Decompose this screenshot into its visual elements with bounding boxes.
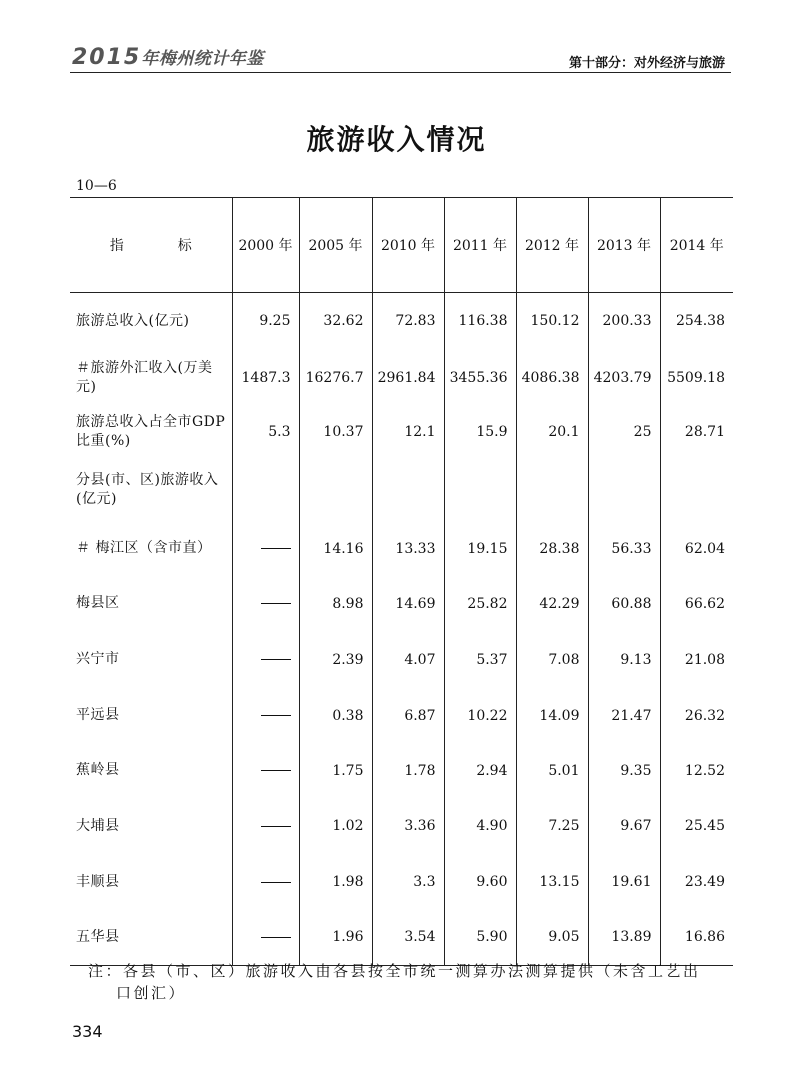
- value-cell: 0.38: [299, 688, 372, 744]
- indicator-header-b: 标: [177, 238, 192, 254]
- value-cell: 16276.7: [299, 350, 372, 407]
- value-cell: 66.62: [660, 576, 733, 632]
- footnote-line-2: 口创汇）: [116, 984, 187, 1002]
- row-label: 平远县: [76, 707, 120, 723]
- value-cell: 25.82: [444, 576, 516, 632]
- value-cell: 32.62: [299, 293, 372, 350]
- value-cell: 28.38: [516, 522, 588, 576]
- book-header: [72, 44, 264, 70]
- row-label: 大埔县: [76, 817, 120, 834]
- value-cell: 9.13: [588, 632, 660, 688]
- empty-value-dash: [232, 632, 299, 688]
- value-cell: 2.94: [444, 744, 516, 798]
- table-row: [70, 458, 733, 522]
- year-header: 2010 年: [372, 198, 444, 293]
- year-header: 2011 年: [444, 198, 516, 293]
- value-cell: 3.54: [372, 910, 444, 966]
- value-cell: [232, 458, 299, 522]
- table-number: 10—6: [76, 178, 117, 194]
- value-cell: 4.90: [444, 798, 516, 855]
- value-cell: 26.32: [660, 688, 733, 744]
- value-cell: 8.98: [299, 576, 372, 632]
- table-row: [70, 350, 733, 407]
- value-cell: 60.88: [588, 576, 660, 632]
- page-number: 334: [72, 1022, 103, 1041]
- value-cell: 7.25: [516, 798, 588, 855]
- value-cell: 5.01: [516, 744, 588, 798]
- value-cell: 3.36: [372, 798, 444, 855]
- row-label: 五华县: [76, 928, 120, 945]
- year-header: 2013 年: [588, 198, 660, 293]
- value-cell: [372, 458, 444, 522]
- value-cell: 9.05: [516, 910, 588, 966]
- empty-value-dash: [232, 855, 299, 910]
- value-cell: 1.75: [299, 744, 372, 798]
- row-label: 蕉岭县: [76, 762, 120, 778]
- value-cell: 62.04: [660, 522, 733, 576]
- value-cell: 6.87: [372, 688, 444, 744]
- dash-mark: [261, 715, 291, 716]
- empty-value-dash: [232, 576, 299, 632]
- value-cell: 13.89: [588, 910, 660, 966]
- dash-mark: [261, 770, 291, 771]
- value-cell: 5.90: [444, 910, 516, 966]
- page-title: 旅游收入情况: [306, 123, 487, 156]
- value-cell: [588, 458, 660, 522]
- value-cell: 14.09: [516, 688, 588, 744]
- dash-mark: [261, 937, 291, 938]
- row-label: ＃旅游外汇收入(万美元): [76, 360, 213, 395]
- dash-mark: [261, 603, 291, 604]
- value-cell: 28.71: [660, 407, 733, 458]
- row-label: ＃ 梅江区（含市直）: [76, 540, 212, 556]
- table-header-row: [70, 198, 733, 293]
- value-cell: 1.02: [299, 798, 372, 855]
- value-cell: 1.98: [299, 855, 372, 910]
- empty-value-dash: [232, 522, 299, 576]
- value-cell: 1.78: [372, 744, 444, 798]
- dash-mark: [261, 659, 291, 660]
- value-cell: 4.07: [372, 632, 444, 688]
- tourism-income-table: [70, 197, 733, 966]
- empty-value-dash: [232, 798, 299, 855]
- footnote-line-1: 注：各县（市、区）旅游收入由各县按全市统一测算办法测算提供（未含工艺出: [88, 962, 701, 980]
- value-cell: [516, 458, 588, 522]
- table-row: [70, 632, 733, 688]
- value-cell: 23.49: [660, 855, 733, 910]
- dash-mark: [261, 882, 291, 883]
- value-cell: 2961.84: [372, 350, 444, 407]
- table-row: [70, 407, 733, 458]
- indicator-header-a: 指: [109, 238, 124, 254]
- empty-value-dash: [232, 688, 299, 744]
- dash-mark: [261, 548, 291, 549]
- year-header: 2000 年: [232, 198, 299, 293]
- value-cell: 4086.38: [516, 350, 588, 407]
- table-row: [70, 522, 733, 576]
- year-header: 2012 年: [516, 198, 588, 293]
- indicator-header: [70, 198, 232, 293]
- value-cell: 13.33: [372, 522, 444, 576]
- value-cell: 15.9: [444, 407, 516, 458]
- value-cell: 9.25: [232, 293, 299, 350]
- dash-mark: [261, 826, 291, 827]
- value-cell: 150.12: [516, 293, 588, 350]
- table-row: [70, 576, 733, 632]
- row-label: 丰顺县: [76, 873, 120, 890]
- value-cell: 9.67: [588, 798, 660, 855]
- footnote: [88, 960, 738, 1004]
- value-cell: [444, 458, 516, 522]
- header-rule: [70, 72, 731, 73]
- value-cell: 14.69: [372, 576, 444, 632]
- value-cell: 14.16: [299, 522, 372, 576]
- value-cell: 21.47: [588, 688, 660, 744]
- value-cell: 19.15: [444, 522, 516, 576]
- value-cell: 1487.3: [232, 350, 299, 407]
- value-cell: 7.08: [516, 632, 588, 688]
- value-cell: 3.3: [372, 855, 444, 910]
- value-cell: 254.38: [660, 293, 733, 350]
- table-row: [70, 688, 733, 744]
- value-cell: 12.1: [372, 407, 444, 458]
- table-row: [70, 744, 733, 798]
- value-cell: 5.3: [232, 407, 299, 458]
- value-cell: 42.29: [516, 576, 588, 632]
- value-cell: 25: [588, 407, 660, 458]
- value-cell: 4203.79: [588, 350, 660, 407]
- value-cell: 9.35: [588, 744, 660, 798]
- table-row: [70, 855, 733, 910]
- table-row: [70, 293, 733, 350]
- value-cell: 20.1: [516, 407, 588, 458]
- value-cell: 19.61: [588, 855, 660, 910]
- empty-value-dash: [232, 744, 299, 798]
- row-label: 兴宁市: [76, 651, 120, 667]
- row-label: 分县(市、区)旅游收入(亿元): [76, 471, 219, 507]
- book-year: 2015: [72, 45, 142, 70]
- value-cell: 21.08: [660, 632, 733, 688]
- value-cell: 9.60: [444, 855, 516, 910]
- table-row: [70, 910, 733, 966]
- row-label: 旅游总收入占全市GDP比重(%): [76, 414, 226, 449]
- value-cell: 56.33: [588, 522, 660, 576]
- value-cell: 5.37: [444, 632, 516, 688]
- value-cell: 5509.18: [660, 350, 733, 407]
- year-header: 2014 年: [660, 198, 733, 293]
- row-label: 旅游总收入(亿元): [76, 312, 190, 329]
- book-title: 年梅州统计年鉴: [141, 49, 264, 69]
- row-label: 梅县区: [76, 595, 120, 611]
- year-header: 2005 年: [299, 198, 372, 293]
- section-title: 第十部分：对外经济与旅游: [568, 56, 725, 71]
- value-cell: 25.45: [660, 798, 733, 855]
- value-cell: 13.15: [516, 855, 588, 910]
- value-cell: 3455.36: [444, 350, 516, 407]
- value-cell: 72.83: [372, 293, 444, 350]
- empty-value-dash: [232, 910, 299, 966]
- value-cell: 12.52: [660, 744, 733, 798]
- value-cell: [660, 458, 733, 522]
- value-cell: 16.86: [660, 910, 733, 966]
- value-cell: 2.39: [299, 632, 372, 688]
- table-row: [70, 798, 733, 855]
- value-cell: [299, 458, 372, 522]
- value-cell: 200.33: [588, 293, 660, 350]
- value-cell: 1.96: [299, 910, 372, 966]
- value-cell: 10.22: [444, 688, 516, 744]
- value-cell: 10.37: [299, 407, 372, 458]
- value-cell: 116.38: [444, 293, 516, 350]
